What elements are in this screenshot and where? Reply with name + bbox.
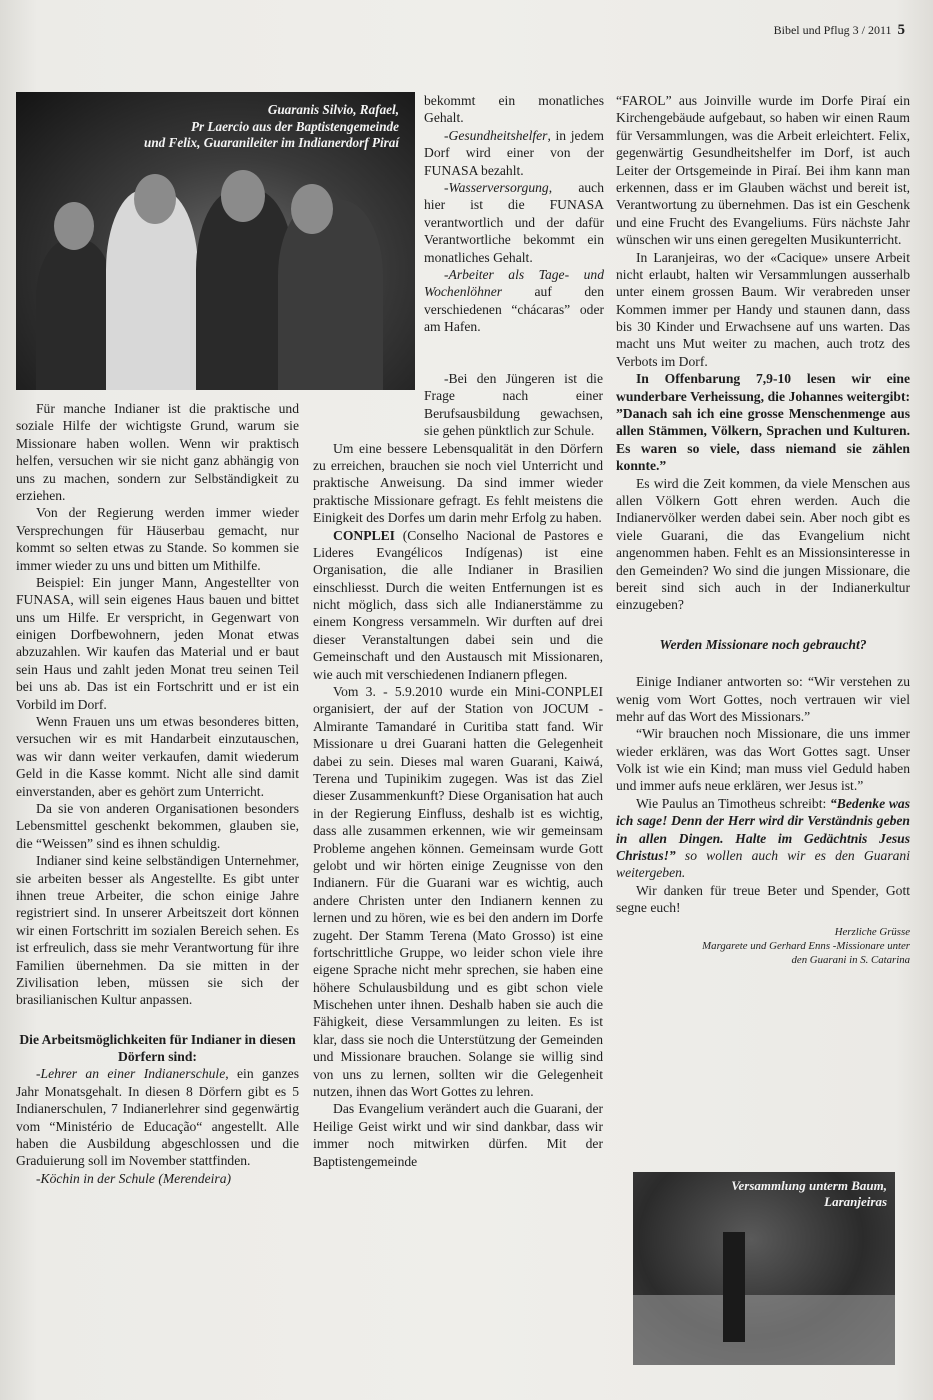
caption-line: Guaranis Silvio, Rafael, xyxy=(267,102,399,117)
header-title: Bibel und Pflug 3 / 2011 xyxy=(773,23,892,37)
paragraph: bekommt ein monatliches Gehalt. xyxy=(424,93,604,126)
photo-laranjeiras xyxy=(633,1172,895,1365)
list-item-label: -Gesundheitshelfer xyxy=(444,127,548,143)
section-heading: Werden Missionare noch gebraucht? xyxy=(659,636,867,652)
person-silhouette xyxy=(36,240,114,390)
signature-line: den Guarani in S. Catarina xyxy=(791,953,910,966)
paragraph: Wir danken für treue Beter und Spender, Gott segne euch! xyxy=(616,882,910,916)
photo-ground xyxy=(633,1295,895,1365)
paragraph: “FAROL” aus Joinville wurde im Dorfe Piraí ein Kirchengebäude aufgebaut, so haben wir einen Raum für Versammlungen, was die Arbeit erleichtert. Felix, gegenwärtig Gesundheitshelfer im Dorf, ist auch Leiter der Ortsgemeinde in Piraí. Bei ihm kann man erkennen, dass er im Glauben wächst und bereit ist, Verantwortung zu übernehmen. Das ist ein Geschenk und eine Frucht des Evangeliums. Fürs nächste Jahr wünschen wir uns einen geregelten Musikunterricht. xyxy=(616,93,910,248)
list-item-label: -Wasserversorgung xyxy=(444,179,549,195)
list-item-label: -Arbeiter als Tage- und Wochenlöhner xyxy=(424,266,604,300)
paragraph: Beispiel: Ein junger Mann, Angestellter von FUNASA, will sein eigenes Haus bauen und bittet uns um Hilfe. Er verspricht, in Gegenwart von einigen Dorfbewohnern, jeden Monat etwas abzuzahlen. Wir kaufen das Material und er baut sein Haus und zahlt jeden Monat treu seinen Teil bei uns ab. Das ist ein Fortschritt und er ist ein Vorbild im Dorf. xyxy=(16,574,299,712)
paulus-quote: “Bedenke was ich sage! Denn der Herr wird dir Verständnis geben in allen Dingen. Halte im Gedächtnis Jesus Christus!” xyxy=(616,795,910,864)
list-item-text: , auch hier ist die FUNASA verantwortlich und der dafür Verantwortliche bekommt ein monatliches Gehalt. xyxy=(424,179,604,265)
paragraph: Wenn Frauen uns um etwas besonderes bitten, versuchen wir es mit Handarbeit einzutauschen, was wir dann weiter verkaufen, damit wiederum Geld in die Kasse kommt. Nicht alle sind damit einverstanden, aber es gehört zum Unterricht. xyxy=(16,714,299,799)
paragraph: “Wir brauchen noch Missionare, die uns immer wieder erklären, was das Wort Gottes sagt. Unser Volk ist wie ein Kind; man muss viel Geduld haben und immer aufs neue erklären, wer Jesus ist.” xyxy=(616,726,910,794)
paragraph: Für manche Indianer ist die praktische und soziale Hilfe der wichtigste Grund, warum sie Missionare haben wollen. Wenn wir praktisch helfen, versuchen wir sie nicht ganz abhängig von uns zu machen, sondern zur Selbständigkeit zu erziehen. xyxy=(16,401,299,503)
page-header xyxy=(774,22,905,39)
list-item xyxy=(424,179,604,266)
list-item-label: -Lehrer an einer Indianerschule xyxy=(36,1066,226,1082)
person-head xyxy=(291,184,333,234)
list-item-text: , ein ganzes Jahr Monatsgehalt. In diesen 8 Dörfern gibt es 5 Indianerschulen, 7 Indianerlehrer sind gegenwärtig vom “Ministério de Educação“ angestellt. Alle haben die Ausbildung abgeschlossen und die Graduierung soll im November stattfinden. xyxy=(16,1066,299,1169)
paragraph: In Laranjeiras, wo der «Cacique» unsere Arbeit nicht erlaubt, halten wir Versammlungen ausserhalb unter einem grossen Baum. Wir verabreden unser Kommen immer per Handy und staunen dann, dass bis 30 Kinder und Erwachsene auf uns warten. Das macht uns Mut weiter zu machen, auch trotz des Verbots im Dorf. xyxy=(616,249,910,369)
paragraph-text: (Conselho Nacional de Pastores e Lideres Evangélicos Indígenas) ist eine Organisation, die alle Indianer in Brasilien einschliesst. Durch die weiten Entfernungen ist es nicht möglich, dass sich alle Indianerstämme zu einem Kongress versammeln. Wir durften auf drei dieser Veranstaltungen dabei sein und die Gemeinschaft und den Austausch mit Missionaren, wie auch mit verschiedenen Indianern pflegen. xyxy=(313,527,603,682)
column-2-top xyxy=(424,92,604,335)
paragraph: Da sie von anderen Organisationen besonders Lebensmittel geschenkt bekommen, glauben sie, die “Weissen” sind es ihnen schuldig. xyxy=(16,800,299,851)
paragraph: Einige Indianer antworten so: “Wir verstehen zu wenig vom Wort Gottes, noch vertrauen wir viel mehr auf das Wort des Missionars.” xyxy=(616,674,910,724)
paragraph: Von der Regierung werden immer wieder Versprechungen für Häuserbau gemacht, nur kommt so selten etwas zu Stande. So kommen sie immer wieder zu uns und bitten um Mithilfe. xyxy=(16,505,299,573)
photo-guaranis xyxy=(16,92,415,390)
list-item xyxy=(16,1065,299,1169)
caption-line: Versammlung unterm Baum, xyxy=(731,1178,887,1193)
paragraph xyxy=(616,795,910,882)
list-item-text: auf den verschiedenen “chácaras” oder am Hafen. xyxy=(424,284,604,335)
person-head xyxy=(134,174,176,224)
list-item xyxy=(424,127,604,179)
paragraph: Das Evangelium verändert auch die Guarani, der Heilige Geist wirkt und wir sind dankbar, dass wir immer noch mitwirken dürfen. Mit der Baptistengemeinde xyxy=(313,1101,603,1169)
paragraph xyxy=(313,527,603,684)
signature-line: Herzliche Grüsse xyxy=(834,925,910,938)
conplei-term: CONPLEI xyxy=(333,527,395,543)
signature-line: Margarete und Gerhard Enns -Missionare unter xyxy=(702,939,910,952)
signature xyxy=(616,925,910,967)
paragraph: Vom 3. - 5.9.2010 wurde ein Mini-CONPLEI organisiert, der auf der Station von JOCUM - Almirante Tamandaré in Curitiba statt fand. Wir Missionare u drei Guarani hatten die Gelegenheit dabei zu sein. Dieses mal waren Guarani, Kaiwá, Terena und Tupinikim zugegen. Was ist das Ziel dieser Zusammenkunft? Diese Organisation hat auch in der Regierung Einfluss, deshalb ist es wichtig, dass alle zusammen erkennen, wie wir gemeinsam Probleme angehen können. Gemeinsam wurde Gott gelobt und wir hörten einige Zeugnisse von den Indianern. Für die Guarani war es wichtig, auch andere Christen unter den Indianern kennen zu lernen und zu hören, wie es bei den andern im Dorfe zugeht. Der Stamm Terena (Mato Grosso) ist eine fortschrittliche Gruppe, wo leider schon viele ihre eigene Sprache nicht mehr sprechen, sie haben eine höhere Schulausbildung und es gibt schon viele Mischehen unter ihnen. Deshalb haben sie auch die Fähigkeit, diese Versammlungen zu leiten. Es ist klar, dass sie noch die Unterstützung der Gemeinden und Missionare brauchen. Solange sie willig sind von uns zu lernen, sollten wir die Gelegenheit nutzen, ihnen das Wort Gottes zu lehren. xyxy=(313,684,603,1100)
list-item-text: , in jedem Dorf wird einer von der FUNASA bezahlt. xyxy=(424,127,604,178)
column-2 xyxy=(313,370,603,1170)
tree-trunk xyxy=(723,1232,745,1342)
bible-quote: In Offenbarung 7,9-10 lesen wir eine wunderbare Verheissung, die Johannes weitergibt: ”Danach sah ich eine grosse Menschenmenge aus allen Stämmen, Völkern, Sprachen und Kulturen. Es waren so viele, dass niemand sie zählen konnte.” xyxy=(616,371,910,474)
paragraph: Um eine bessere Lebensqualität in den Dörfern zu erreichen, brauchen sie noch viel Unterricht und praktische Anweisung. Da sind immer wieder praktische Missionare gefragt. Es fehlt meistens die Einigkeit des Dorfes um darin mehr Erfolg zu haben. xyxy=(313,440,603,526)
photo-caption xyxy=(144,102,399,152)
paragraph: Indianer sind keine selbständigen Unternehmer, sie arbeiten besser als Angestellte. Es gibt unter ihnen treue Arbeiter, die schon einige Jahre registriert sind. In unserer Arbeitszeit dort können wir einen Fortschritt im sozialen Bereich sehen. Es ist erfreulich, dass sie mehr Verantwortung für ihre Familien übernehmen. Da sie mitten in der Zivilisation leben, müssen sie sich der brasilianischen Kultur anpassen. xyxy=(16,853,299,1008)
person-silhouette xyxy=(278,200,383,390)
caption-line: Pr Laercio aus der Baptistengemeinde xyxy=(190,118,399,134)
list-item xyxy=(424,266,604,336)
list-item-text: -Bei den Jüngeren ist die Frage nach einer Berufsausbildung gewachsen, sie gehen pünktlich zur Schule. xyxy=(424,371,603,439)
caption-line: und Felix, Guaranileiter im Indianerdorf Piraí xyxy=(144,135,399,150)
list-item xyxy=(424,370,603,440)
paragraph-text: so wollen auch wir es den Guarani weitergeben. xyxy=(616,848,910,881)
section-heading: Die Arbeitsmöglichkeiten für Indianer in diesen Dörfern sind: xyxy=(19,1031,296,1065)
list-item-label: -Köchin in der Schule (Merendeira) xyxy=(36,1170,232,1186)
person-head xyxy=(221,170,265,222)
paragraph: Es wird die Zeit kommen, da viele Menschen aus allen Völkern Gott ehren werden. Auch die Indianervölker werden dabei sein. Aber noch gibt es viele Guarani, die das Evangelium nicht angenommen haben. Fehlt es an Missionsinteresse in den Gemeinden? Wo sind die jungen Missionare, die bereit sind sich auch in der Indianerkultur einzugeben? xyxy=(616,475,910,613)
column-3 xyxy=(616,92,910,967)
page-number: 5 xyxy=(897,22,905,38)
caption-line: Laranjeiras xyxy=(824,1193,887,1209)
person-head xyxy=(54,202,94,250)
paragraph-text: Wie Paulus an Timotheus schreibt: xyxy=(636,795,827,811)
photo-caption xyxy=(731,1178,887,1209)
list-item xyxy=(16,1170,299,1187)
